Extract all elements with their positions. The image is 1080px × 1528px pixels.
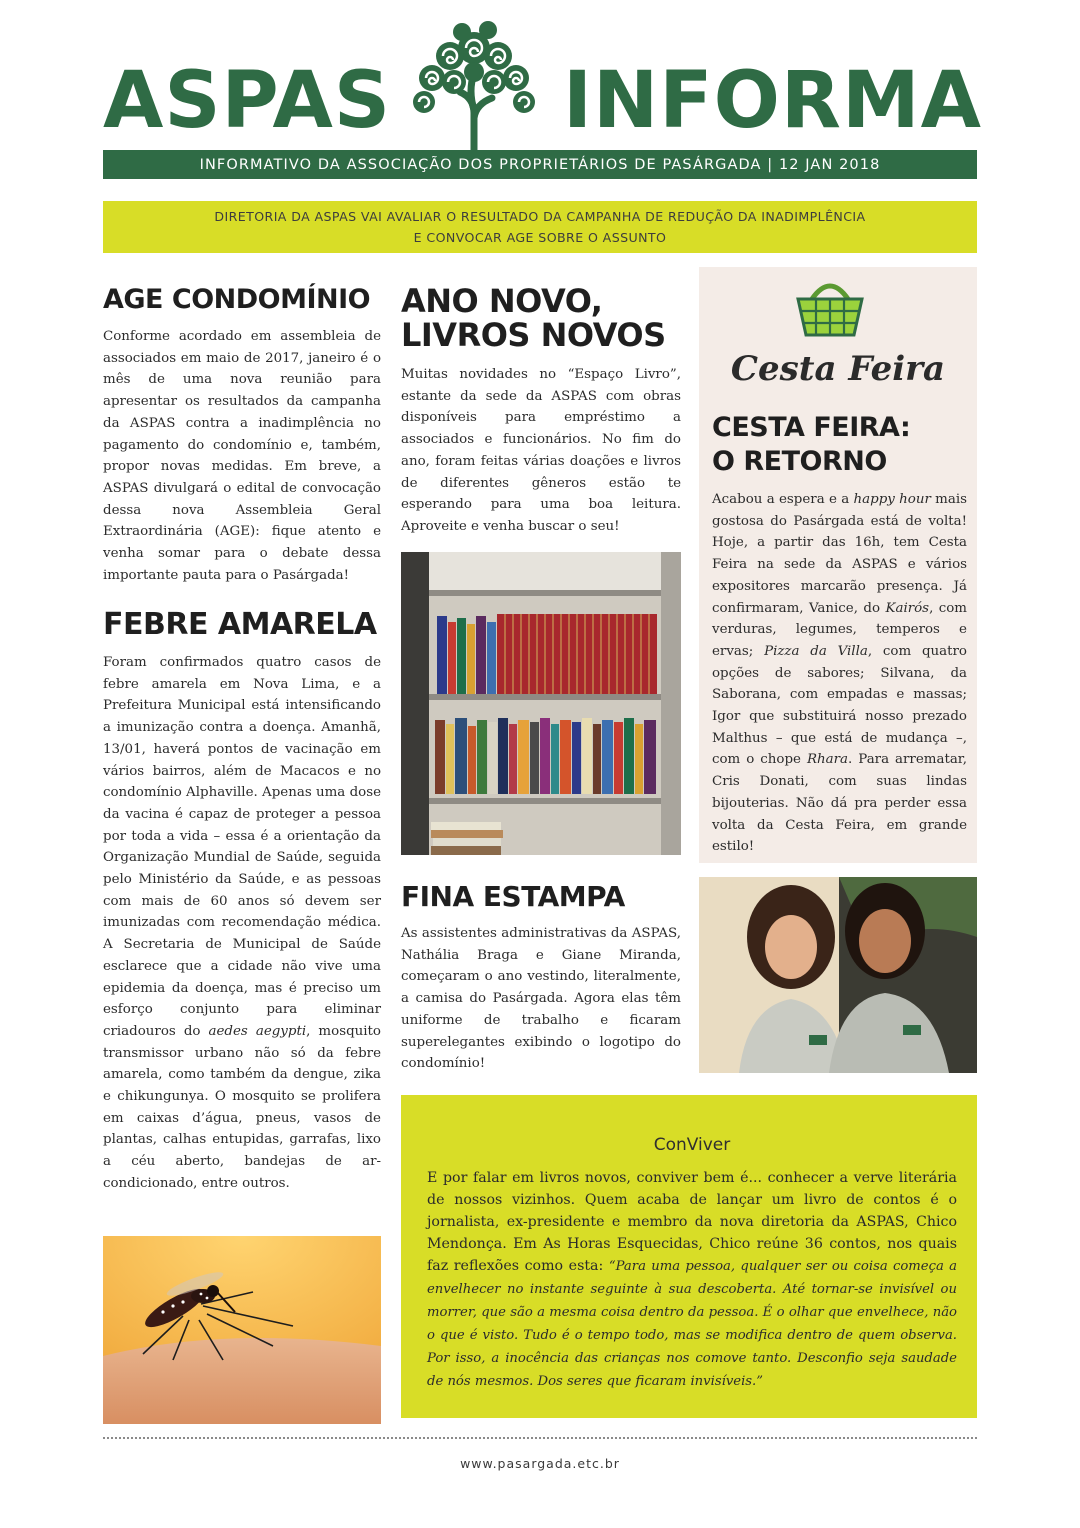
febre-body-italic: aedes aegypti: [208, 1023, 307, 1039]
masthead-right-word: INFORMA: [563, 56, 982, 146]
cesta-body-i4: Rhara: [806, 752, 849, 768]
conviver-quote: “Para uma pessoa, qualquer ser ou coisa começa a envelhecer no instante seguinte à sua descoberta. Até tornar-se invisível ou morrer, que são a mesma coisa dentro da pessoa. É o olhar que envelhece, não o que é visto. Tudo é o tempo todo, mas se modifica dentro de quem observa. Por isso, a inocência das crianças nos comove tanto. Desconfio seja saudade de nós mesmos. Dos seres que ficaram invisíveis.”: [427, 1259, 957, 1389]
basket-icon: [792, 277, 868, 341]
cesta-feira-logo-text: Cesta Feira: [730, 349, 946, 389]
cesta-body-i2: Kairós: [885, 600, 930, 616]
livros-article: [401, 284, 681, 538]
age-body: Conforme acordado em assembleia de associados em maio de 2017, janeiro é o mês de uma nova reunião para apresentar os resultados da campanha da ASPAS contra a inadimplência no pagamento do condomínio e, também, propor novas medidas. Em breve, a ASPAS divulgará o edital de convocação dessa nova Assembleia Geral Extraordinária (AGE): fique atento e venha somar para o debate dessa importante pauta para o Pasárgada!: [103, 329, 381, 583]
age-article: [103, 283, 381, 586]
headline-line2: E CONVOCAR AGE SOBRE O ASSUNTO: [413, 230, 667, 245]
livros-title-line2: LIVROS NOVOS: [401, 316, 666, 354]
estampa-body: As assistentes administrativas da ASPAS, Nathália Braga e Giane Miranda, começaram o ano vestindo, literalmente, a camisa do Pasárgada. Agora elas têm uniforme de trabalho e ficaram superelegantes exibindo o logotipo do condomínio!: [401, 926, 681, 1072]
cesta-body-p5: . Para arrematar, Cris Donati, com suas lindas bijouterias. Não dá pra perder essa volta da Cesta Feira, em grande estilo!: [712, 752, 967, 855]
cesta-feira-box: [699, 267, 977, 863]
febre-title: FEBRE AMARELA: [103, 607, 377, 642]
estampa-title: FINA ESTAMPA: [401, 880, 625, 913]
livros-body: Muitas novidades no “Espaço Livro”, estante da sede da ASPAS com obras disponíveis para empréstimo a associados e funcionários. No fim do ano, foram feitas várias doações e livros de diferentes gêneros estão te esperando para uma boa leitura. Aproveite e venha buscar o seu!: [401, 367, 681, 534]
cesta-title-line1: CESTA FEIRA:: [712, 412, 911, 443]
age-title: AGE CONDOMÍNIO: [103, 284, 371, 315]
cesta-body-p3: , com verduras, legumes, temperos e ervas;: [712, 600, 967, 659]
conviver-body: [427, 1167, 957, 1393]
masthead-left-word: ASPAS: [103, 56, 392, 146]
febre-article: [103, 607, 381, 1195]
masthead-subtitle: INFORMATIVO DA ASSOCIAÇÃO DOS PROPRIETÁRIOS DE PASÁRGADA | 12 JAN 2018: [103, 150, 977, 179]
footer-divider: [103, 1437, 977, 1439]
headline-line1: DIRETORIA DA ASPAS VAI AVALIAR O RESULTADO DA CAMPANHA DE REDUÇÃO DA INADIMPLÊNCIA: [214, 209, 866, 224]
cesta-body-i3: Pizza da Villa: [764, 643, 868, 659]
headline-banner: [103, 201, 977, 253]
cesta-article: [712, 411, 967, 858]
cesta-body-p1: Acabou a espera e a: [712, 492, 854, 507]
cesta-body: [712, 489, 967, 858]
estampa-article: [401, 880, 681, 1075]
staff-photo: [699, 877, 977, 1073]
footer-url[interactable]: www.pasargada.etc.br: [460, 1456, 620, 1471]
febre-body-part1: Foram confirmados quatro casos de febre amarela em Nova Lima, e a Prefeitura Municipal está intensificando a imunização contra a doença. Amanhã, 13/01, haverá pontos de vacinação em vários bairros, além de Macacos e no condomínio Alphaville. Apenas uma dose da vacina é capaz de proteger a pessoa por toda a vida – essa é a orientação da Organização Mundial de Saúde, seguida pelo Ministério da Saúde, e as pessoas com mais de 60 anos só devem ser imunizadas com recomendação médica. A Secretaria de Municipal de Saúde esclarece que a cidade não vive uma epidemia da doença, mas é preciso um esforço conjunto para eliminar criadouros do: [103, 655, 381, 1039]
livros-title-line1: ANO NOVO,: [401, 282, 603, 320]
febre-body: [103, 652, 381, 1195]
tree-logo-icon: [402, 18, 547, 153]
cesta-body-p4: , com quatro opções de sabores; Silvana, da Saborana, com empadas e massas; Igor que substituirá nosso prezado Malthus – que está de mudança –, com o chope: [712, 643, 967, 768]
mosquito-photo: [103, 1236, 381, 1424]
cesta-title-line2: O RETORNO: [712, 446, 887, 477]
cesta-body-i1: happy hour: [853, 492, 931, 507]
bookshelf-photo: [401, 552, 681, 855]
cesta-body-p2: mais gostosa do Pasárgada está de volta! Hoje, a partir das 16h, tem Cesta Feira na sede da ASPAS e vários expositores marcarão presença. Já confirmaram, Vanice, do: [712, 492, 968, 616]
conviver-body-text: E por falar em livros novos, conviver bem é... conhecer a verve literária de nossos vizinhos. Quem acaba de lançar um livro de contos é o jornalista, ex-presidente e membro da nova diretoria da ASPAS, Chico Mendonça. Em As Horas Esquecidas, Chico reúne 36 contos, nos quais faz reflexões como esta:: [427, 1170, 957, 1274]
febre-body-part2: , mosquito transmissor urbano não só da febre amarela, como também da dengue, zika e chikungunya. O mosquito se prolifera em caixas d’água, pneus, vasos de plantas, calhas entupidas, garrafas, lixo a céu aberto, bandejas de ar-condicionado, entre outros.: [103, 1023, 381, 1191]
conviver-title: ConViver: [653, 1135, 731, 1155]
conviver-box: [401, 1095, 977, 1418]
